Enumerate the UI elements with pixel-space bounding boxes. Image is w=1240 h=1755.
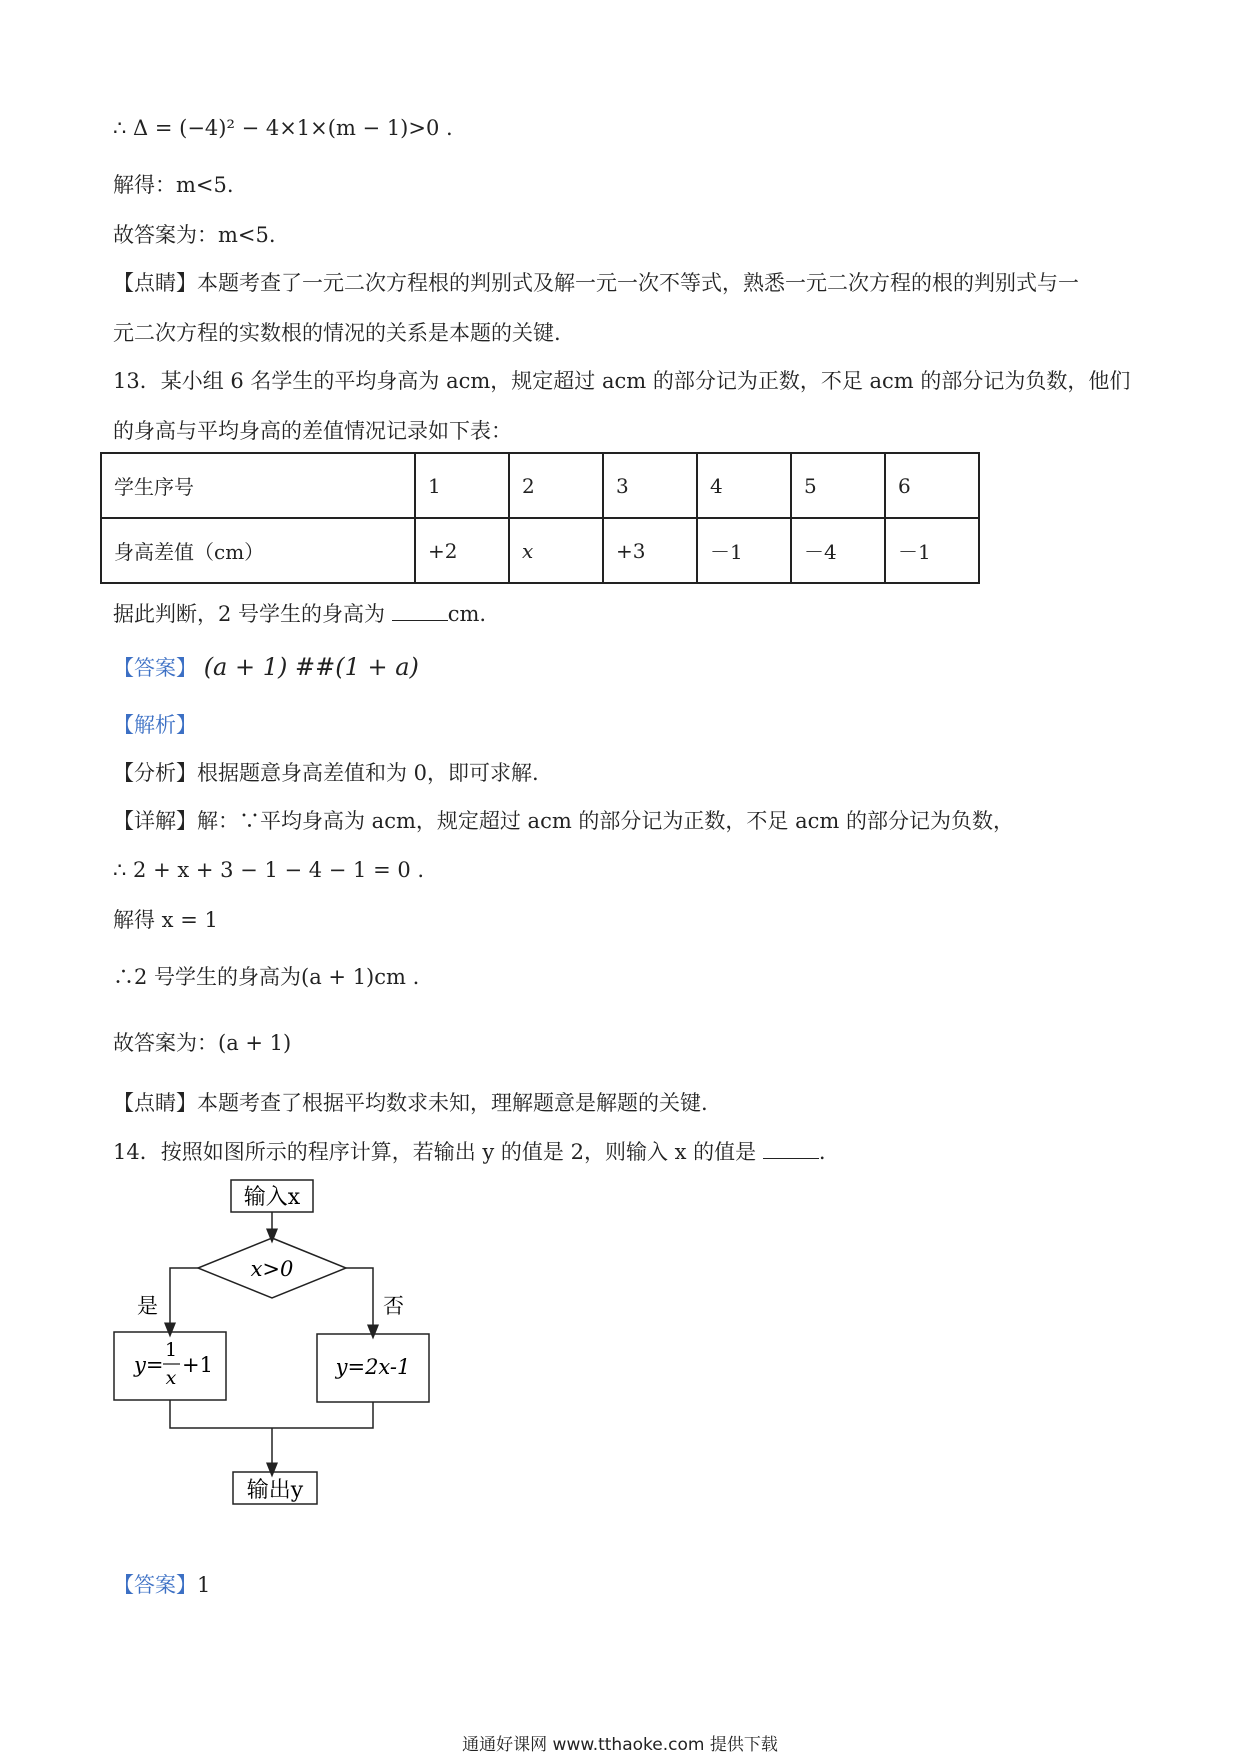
table-cell: 1 [415,453,509,518]
equation-line: ∴ 2 + x + 3 − 1 − 4 − 1 = 0 . [113,858,425,882]
height-result-line: ∴2 号学生的身高为(a + 1)cm . [113,965,420,989]
answer-tag: 【答案】 [113,1573,197,1597]
flow-condition-label: x>0 [250,1257,294,1281]
q14-answer [113,1570,210,1600]
fenxi-line: 【分析】根据题意身高差值和为 0，即可求解. [113,761,539,785]
q13-comment-line: 【点睛】本题考查了根据平均数求未知，理解题意是解题的关键. [113,1091,708,1115]
comment-line-2: 元二次方程的实数根的情况的关系是本题的关键. [113,321,561,345]
flow-merge-line [170,1400,373,1428]
flow-left-formula-lhs: y= [134,1353,164,1377]
table-cell: －1 [885,518,979,583]
q14-stem-text: 14．按照如图所示的程序计算，若输出 y 的值是 2，则输入 x 的值是 [113,1140,757,1164]
flow-input-label: 输入x [243,1185,301,1210]
table-cell: +2 [415,518,509,583]
page-footer: 通通好课网 www.tthaoke.com 提供下载 [462,1735,778,1755]
table-cell: 3 [603,453,697,518]
table-cell: x [509,518,603,583]
table-header-cell: 学生序号 [101,453,415,518]
table-cell: －4 [791,518,885,583]
table-cell: 5 [791,453,885,518]
q13-stem-line-2: 的身高与平均身高的差值情况记录如下表： [113,419,512,443]
q13-question-text: 据此判断，2 号学生的身高为 [113,602,386,626]
solve-line: 解得：m<5. [113,173,234,197]
table-cell: －1 [697,518,791,583]
answer-value: 1 [197,1573,211,1597]
final-answer-line: 故答案为：(a + 1) [113,1031,292,1055]
q14-stem-end: . [818,1140,826,1164]
flow-right-formula: y=2x-1 [335,1355,411,1379]
answer-tag: 【答案】 [113,656,197,680]
table-cell: 4 [697,453,791,518]
flow-yes-label: 是 [137,1294,158,1318]
table-cell: 2 [509,453,603,518]
xiangjie-line: 【详解】解：∵平均身高为 acm，规定超过 acm 的部分记为正数，不足 acm 的部分记为负数， [113,809,1014,833]
table-cell: 6 [885,453,979,518]
comment-line-1: 【点睛】本题考查了一元二次方程根的判别式及解一元一次不等式，熟悉一元二次方程的根的判别式与一 [113,271,1079,295]
table-header-cell: 身高差值（cm） [101,518,415,583]
analysis-tag: 【解析】 [113,713,197,737]
delta-inequality: ∴ Δ = (−4)² − 4×1×(m − 1)>0 . [113,116,453,140]
q13-stem-line-1: 13．某小组 6 名学生的平均身高为 acm，规定超过 acm 的部分记为正数，不足 acm 的部分记为负数，他们 [113,369,1131,393]
flow-left-formula-rhs: +1 [182,1353,213,1377]
solve-x-line: 解得 x = 1 [113,908,218,932]
flow-arrow-no [346,1268,373,1332]
q13-question-unit: cm. [447,602,487,626]
flow-output-label: 输出y [246,1478,304,1503]
flow-arrow-yes [170,1268,198,1330]
answer-value: (a + 1) ##(1 + a) [203,653,419,681]
flow-no-label: 否 [383,1294,404,1318]
flow-left-denominator: x [165,1367,177,1389]
table-cell: +3 [603,518,697,583]
flow-left-numerator: 1 [164,1339,178,1361]
answer-line: 故答案为：m<5. [113,223,276,247]
